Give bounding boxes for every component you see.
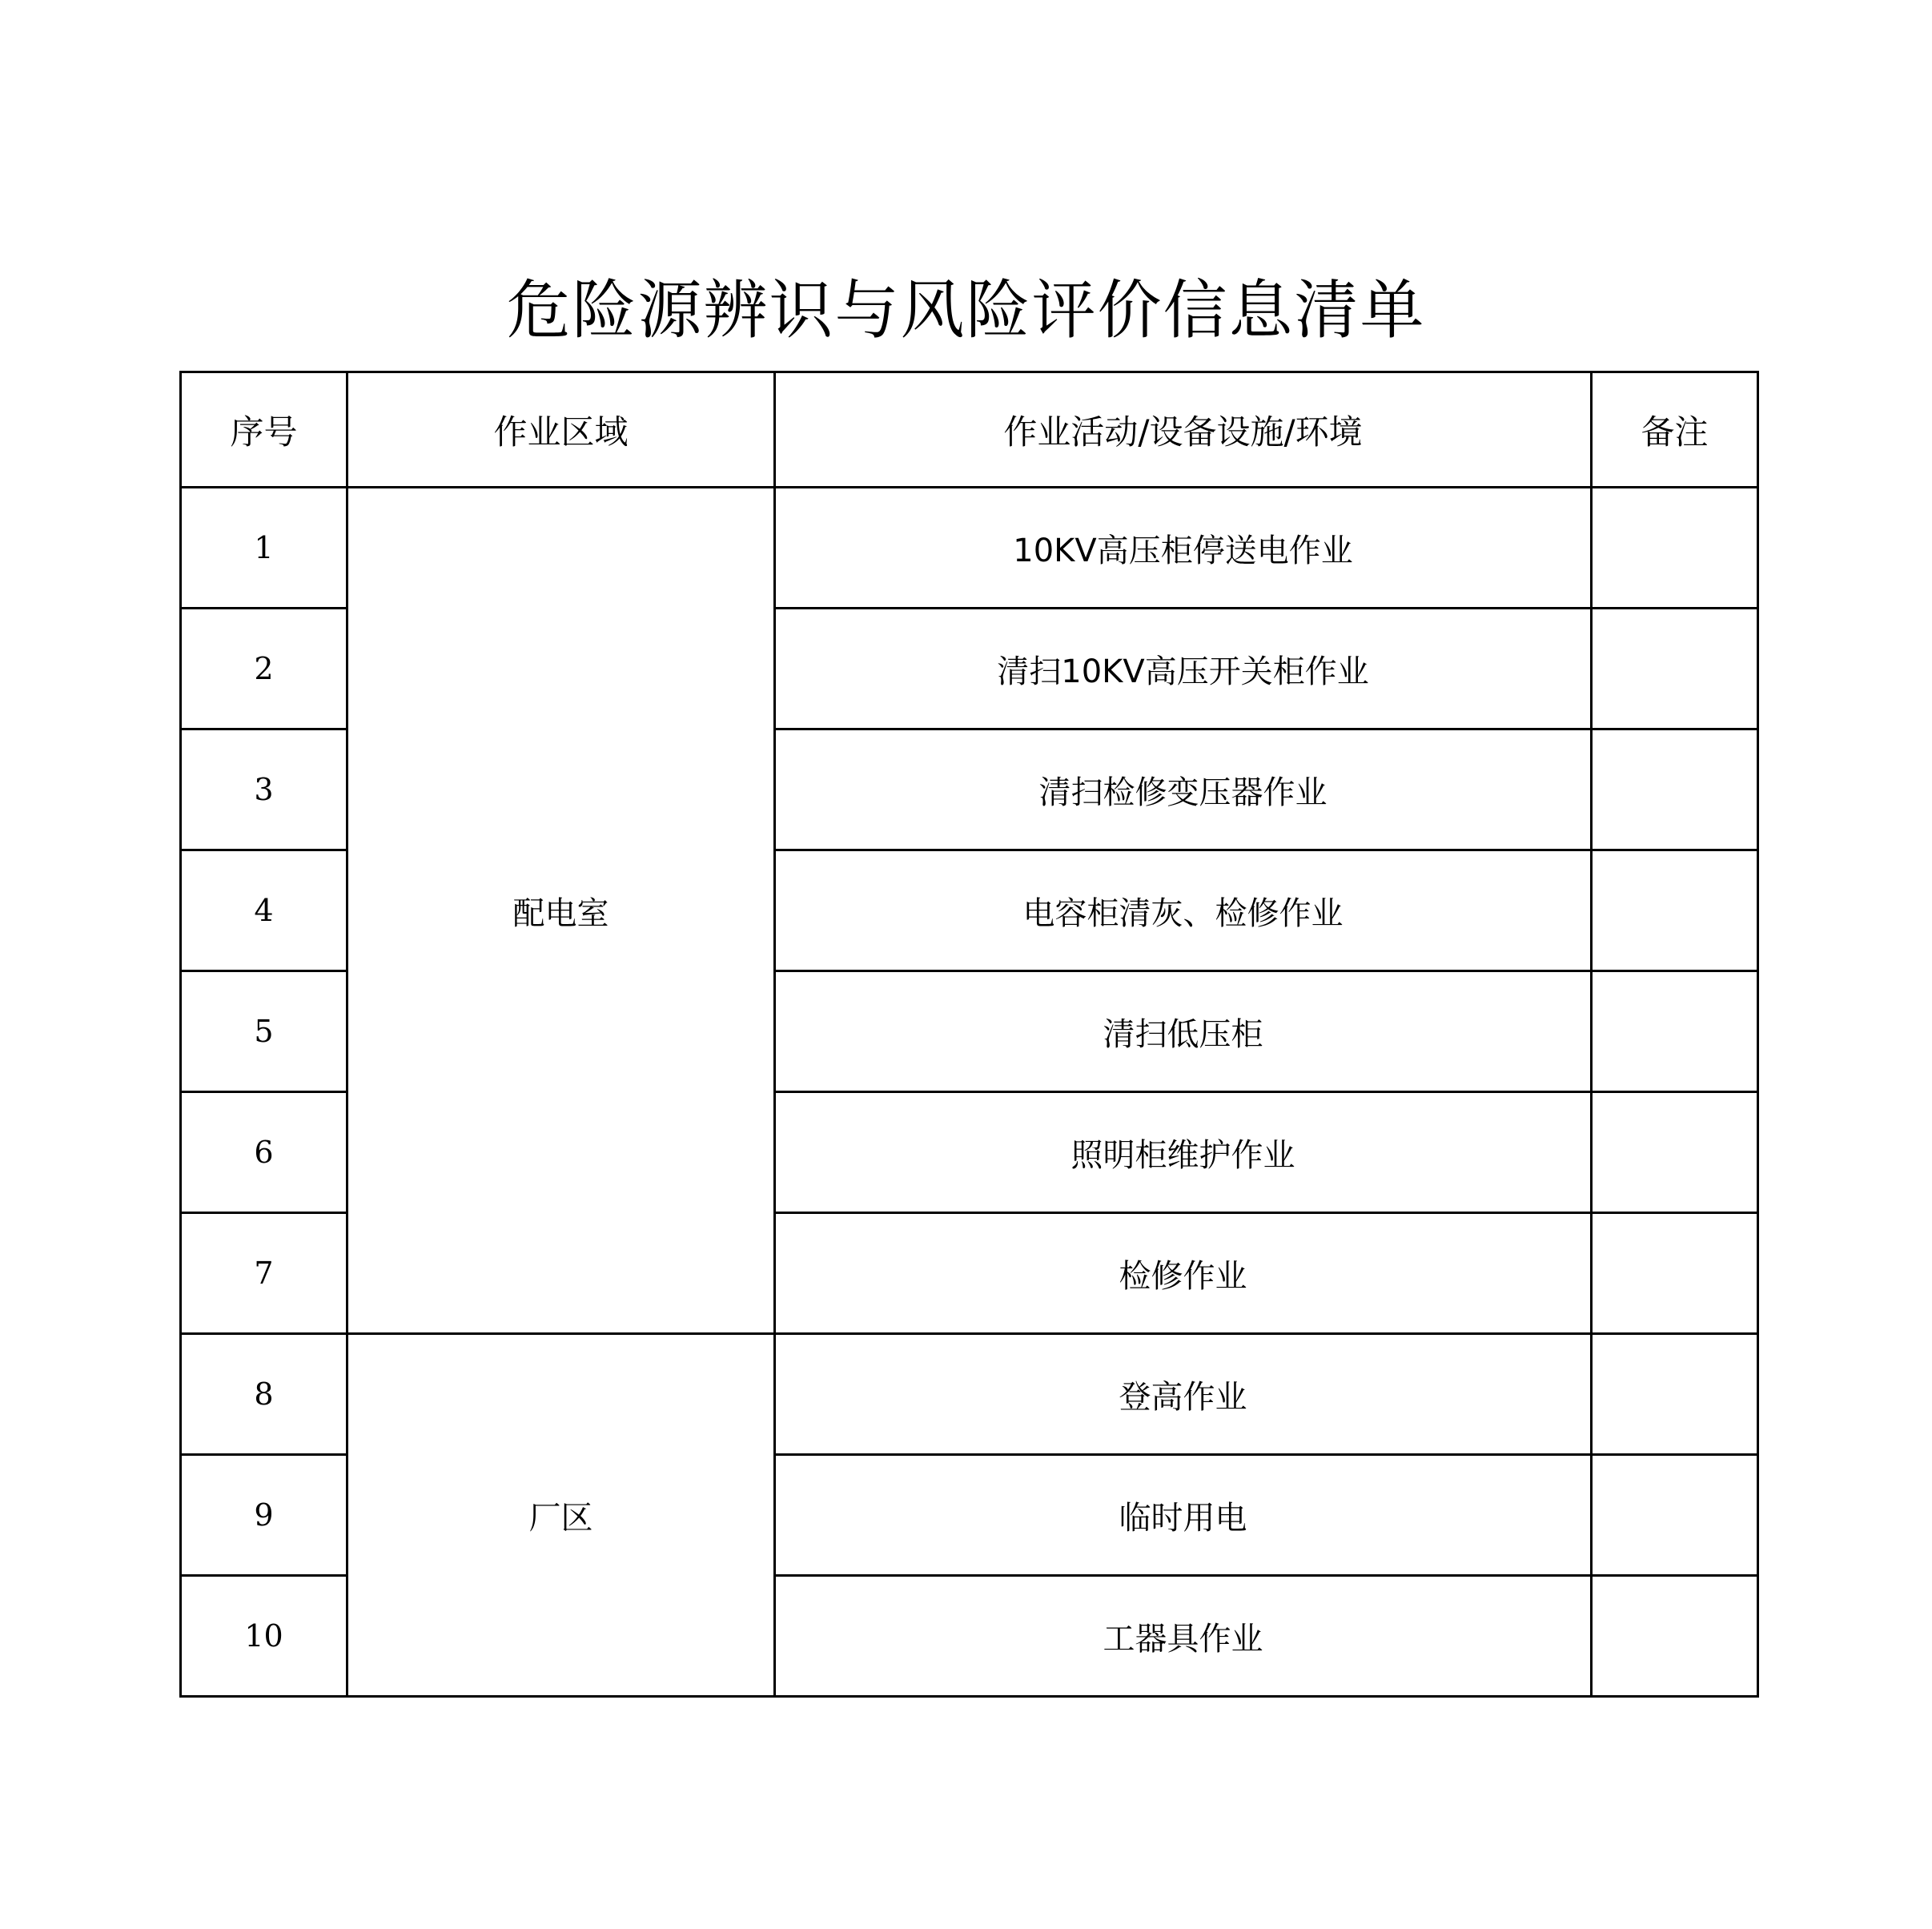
row-seq: 5 <box>181 971 347 1092</box>
row-note <box>1592 488 1758 609</box>
row-note <box>1592 1576 1758 1697</box>
row-note <box>1592 609 1758 729</box>
table-row <box>181 488 1758 609</box>
row-activity: 10KV高压柜停送电作业 <box>775 488 1592 609</box>
row-seq: 1 <box>181 488 347 609</box>
row-activity: 工器具作业 <box>775 1576 1592 1697</box>
row-note <box>1592 971 1758 1092</box>
row-note <box>1592 1092 1758 1213</box>
row-seq: 2 <box>181 609 347 729</box>
row-note <box>1592 729 1758 850</box>
row-note <box>1592 850 1758 971</box>
row-activity: 电容柜清灰、检修作业 <box>775 850 1592 971</box>
row-activity: 清扫10KV高压开关柜作业 <box>775 609 1592 729</box>
row-seq: 10 <box>181 1576 347 1697</box>
row-activity: 登高作业 <box>775 1334 1592 1455</box>
row-note <box>1592 1455 1758 1576</box>
header-seq: 序号 <box>181 372 347 488</box>
row-seq: 8 <box>181 1334 347 1455</box>
row-note <box>1592 1334 1758 1455</box>
row-activity: 照明柜维护作业 <box>775 1092 1592 1213</box>
row-activity: 清扫检修变压器作业 <box>775 729 1592 850</box>
row-activity: 临时用电 <box>775 1455 1592 1576</box>
header-note: 备注 <box>1592 372 1758 488</box>
row-note <box>1592 1213 1758 1334</box>
area-cell-distribution-room: 配电室 <box>347 488 775 1334</box>
table-header-row <box>181 372 1758 488</box>
row-seq: 6 <box>181 1092 347 1213</box>
row-seq: 7 <box>181 1213 347 1334</box>
area-cell-factory-area: 厂区 <box>347 1334 775 1697</box>
document-title: 危险源辨识与风险评价信息清单 <box>506 273 1426 348</box>
header-activity: 作业活动/设备设施/环境 <box>775 372 1592 488</box>
row-seq: 9 <box>181 1455 347 1576</box>
row-seq: 4 <box>181 850 347 971</box>
row-activity: 检修作业 <box>775 1213 1592 1334</box>
row-activity: 清扫低压柜 <box>775 971 1592 1092</box>
row-seq: 3 <box>181 729 347 850</box>
table-row <box>181 1334 1758 1455</box>
header-area: 作业区域 <box>347 372 775 488</box>
hazard-table <box>179 371 1759 1698</box>
